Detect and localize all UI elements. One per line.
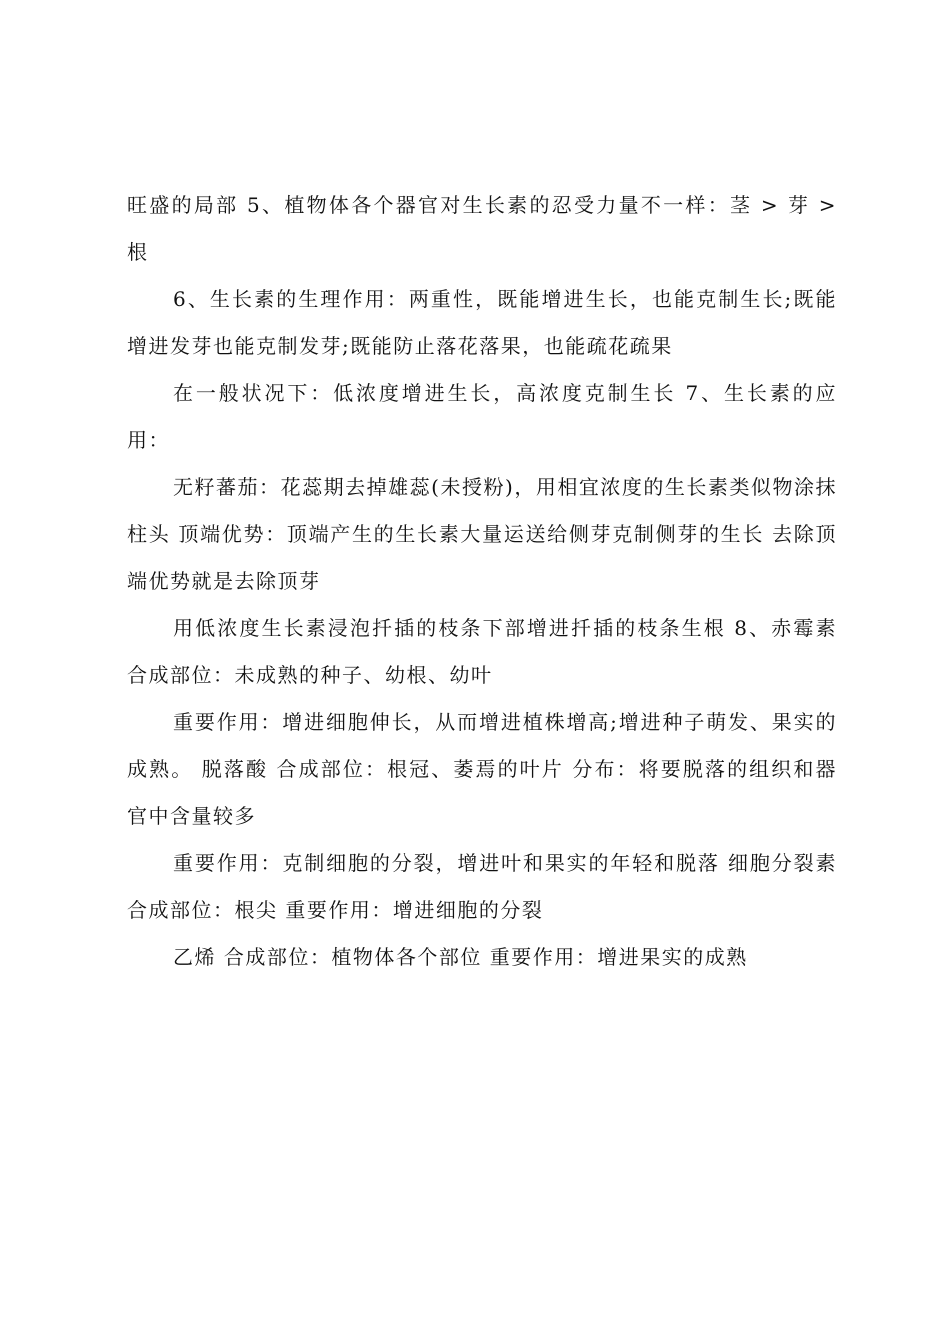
document-page [127, 182, 837, 981]
paragraph-2: 6、生长素的生理作用：两重性，既能增进生长，也能克制生长;既能增进发芽也能克制发芽;既能防止落花落果，也能疏花疏果 [127, 287, 837, 358]
paragraph-3: 在一般状况下：低浓度增进生长，高浓度克制生长 7、生长素的应用： [127, 381, 837, 452]
paragraph-7: 重要作用：克制细胞的分裂，增进叶和果实的年轻和脱落 细胞分裂素 合成部位：根尖 重要作用：增进细胞的分裂 [127, 851, 837, 922]
paragraph-4: 无籽蕃茄：花蕊期去掉雄蕊(未授粉)，用相宜浓度的生长素类似物涂抹柱头 顶端优势：顶端产生的生长素大量运送给侧芽克制侧芽的生长 去除顶端优势就是去除顶芽 [127, 475, 837, 593]
paragraph-1: 旺盛的局部 5、植物体各个器官对生长素的忍受力量不一样：茎 > 芽 > 根 [127, 193, 837, 264]
paragraph-5: 用低浓度生长素浸泡扦插的枝条下部增进扦插的枝条生根 8、赤霉素 合成部位：未成熟的种子、幼根、幼叶 [127, 616, 837, 687]
paragraph-6: 重要作用：增进细胞伸长，从而增进植株增高;增进种子萌发、果实的成熟。 脱落酸 合成部位：根冠、萎焉的叶片 分布：将要脱落的组织和器官中含量较多 [127, 710, 837, 828]
paragraph-8: 乙烯 合成部位：植物体各个部位 重要作用：增进果实的成熟 [173, 945, 748, 969]
